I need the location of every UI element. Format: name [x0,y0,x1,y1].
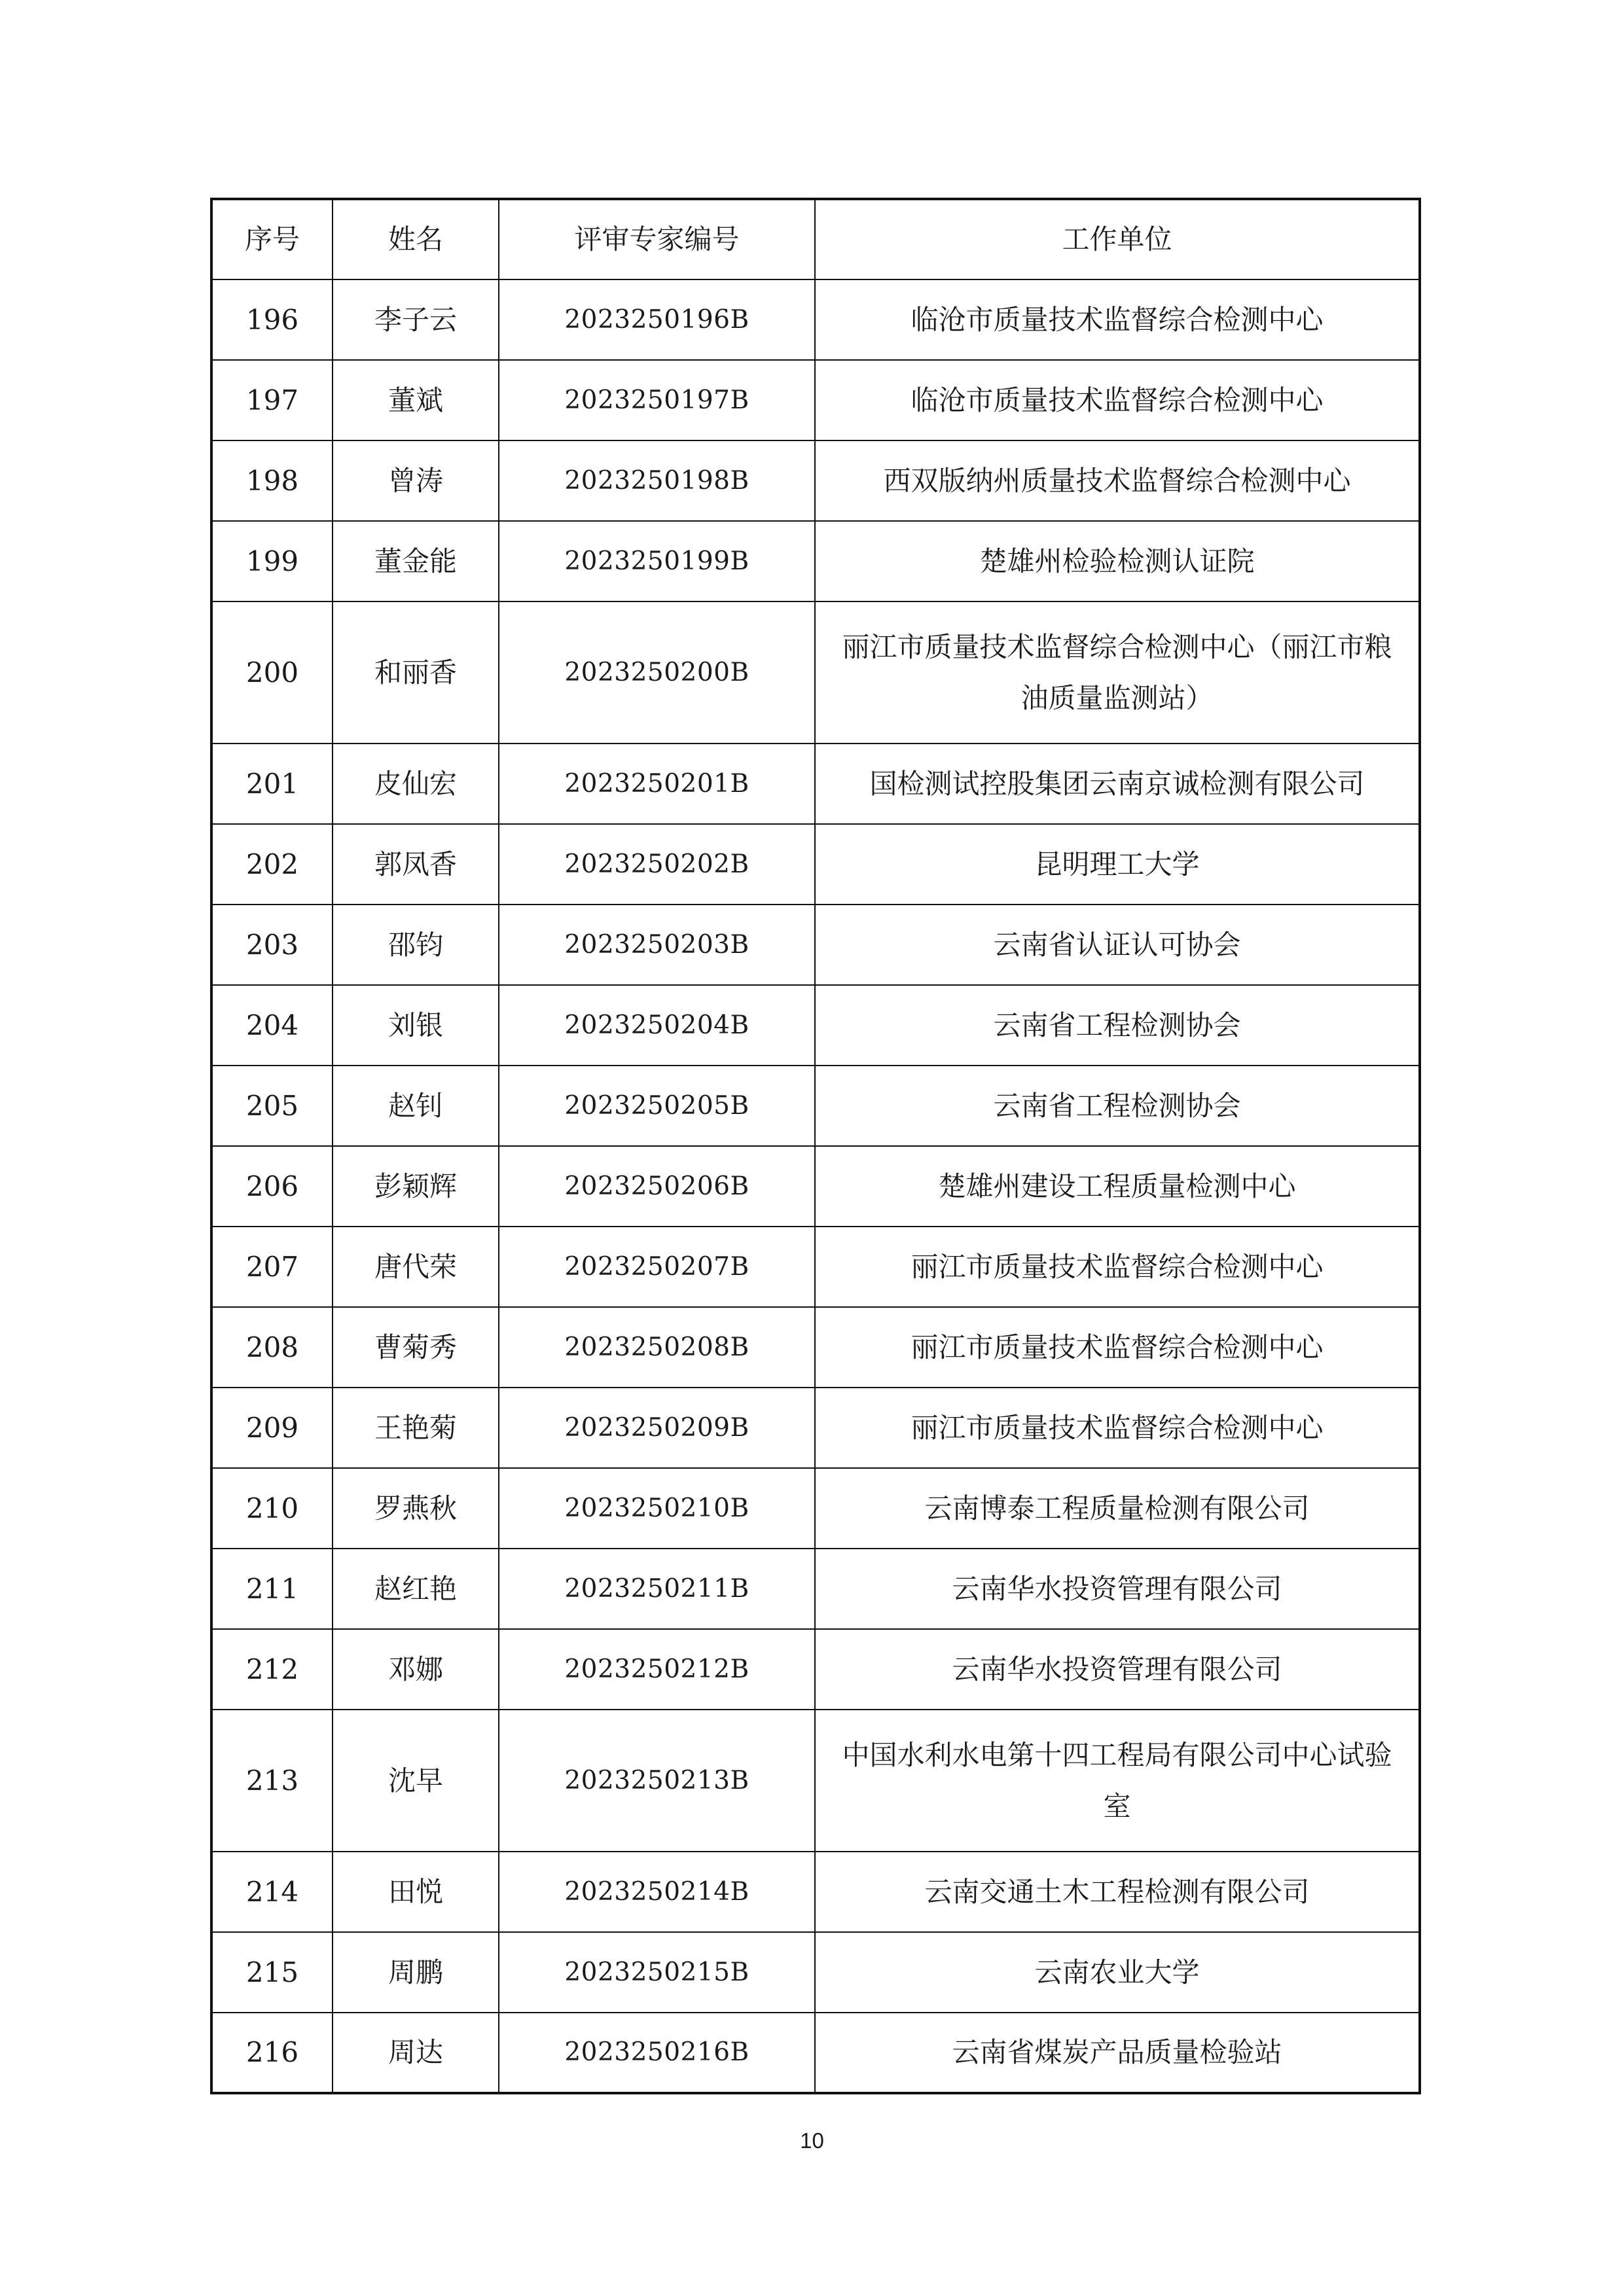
table-row [211,521,1420,601]
cell-unit: 西双版纳州质量技术监督综合检测中心 [815,440,1420,521]
cell-seq: 211 [211,1549,333,1629]
cell-seq: 207 [211,1227,333,1307]
cell-code: 2023250202B [499,824,815,905]
cell-seq: 215 [211,1932,333,2013]
table-row [211,1549,1420,1629]
cell-code: 2023250205B [499,1066,815,1146]
cell-seq: 204 [211,985,333,1066]
cell-unit: 楚雄州检验检测认证院 [815,521,1420,601]
cell-code: 2023250210B [499,1468,815,1549]
cell-code: 2023250204B [499,985,815,1066]
cell-code: 2023250209B [499,1388,815,1468]
cell-seq: 213 [211,1710,333,1852]
cell-code: 2023250214B [499,1852,815,1932]
cell-code: 2023250196B [499,279,815,360]
cell-unit: 临沧市质量技术监督综合检测中心 [815,360,1420,440]
cell-name: 董金能 [333,521,499,601]
cell-seq: 205 [211,1066,333,1146]
cell-code: 2023250208B [499,1307,815,1388]
table-row [211,1388,1420,1468]
cell-seq: 200 [211,601,333,744]
cell-unit: 云南省煤炭产品质量检验站 [815,2013,1420,2093]
table-row [211,1307,1420,1388]
page-number: 10 [800,2128,824,2153]
table-row [211,1710,1420,1852]
table-row [211,1852,1420,1932]
cell-seq: 206 [211,1146,333,1227]
cell-unit: 丽江市质量技术监督综合检测中心 [815,1227,1420,1307]
cell-code: 2023250215B [499,1932,815,2013]
header-code: 评审专家编号 [499,199,815,279]
cell-unit: 昆明理工大学 [815,824,1420,905]
table-body [211,279,1420,2093]
table-row [211,440,1420,521]
cell-name: 罗燕秋 [333,1468,499,1549]
cell-unit: 云南交通土木工程检测有限公司 [815,1852,1420,1932]
table-row [211,1066,1420,1146]
table-row [211,1227,1420,1307]
cell-name: 曹菊秀 [333,1307,499,1388]
table-row [211,2013,1420,2093]
cell-name: 邓娜 [333,1629,499,1710]
cell-seq: 197 [211,360,333,440]
cell-unit: 云南省认证认可协会 [815,905,1420,985]
cell-name: 赵钊 [333,1066,499,1146]
cell-seq: 202 [211,824,333,905]
table-row [211,360,1420,440]
cell-code: 2023250212B [499,1629,815,1710]
cell-unit: 楚雄州建设工程质量检测中心 [815,1146,1420,1227]
table-row [211,1629,1420,1710]
cell-name: 王艳菊 [333,1388,499,1468]
cell-unit: 云南华水投资管理有限公司 [815,1549,1420,1629]
expert-table [210,198,1421,2094]
cell-name: 周鹏 [333,1932,499,2013]
cell-name: 周达 [333,2013,499,2093]
cell-code: 2023250203B [499,905,815,985]
cell-code: 2023250198B [499,440,815,521]
cell-unit: 丽江市质量技术监督综合检测中心 [815,1388,1420,1468]
cell-seq: 208 [211,1307,333,1388]
table-row [211,1932,1420,2013]
cell-name: 邵钧 [333,905,499,985]
cell-code: 2023250211B [499,1549,815,1629]
table-row [211,1146,1420,1227]
cell-seq: 210 [211,1468,333,1549]
header-name: 姓名 [333,199,499,279]
table-row [211,744,1420,824]
table-row [211,279,1420,360]
cell-unit: 云南省工程检测协会 [815,985,1420,1066]
cell-name: 皮仙宏 [333,744,499,824]
cell-name: 唐代荣 [333,1227,499,1307]
cell-unit: 国检测试控股集团云南京诚检测有限公司 [815,744,1420,824]
cell-name: 彭颖辉 [333,1146,499,1227]
cell-name: 李子云 [333,279,499,360]
table-row [211,985,1420,1066]
cell-code: 2023250207B [499,1227,815,1307]
cell-seq: 203 [211,905,333,985]
cell-unit: 丽江市质量技术监督综合检测中心（丽江市粮油质量监测站） [815,601,1420,744]
header-seq: 序号 [211,199,333,279]
cell-name: 沈早 [333,1710,499,1852]
cell-code: 2023250199B [499,521,815,601]
cell-unit: 云南农业大学 [815,1932,1420,2013]
cell-code: 2023250216B [499,2013,815,2093]
table-row [211,824,1420,905]
cell-name: 董斌 [333,360,499,440]
cell-unit: 云南华水投资管理有限公司 [815,1629,1420,1710]
cell-seq: 216 [211,2013,333,2093]
cell-code: 2023250213B [499,1710,815,1852]
cell-seq: 212 [211,1629,333,1710]
table-row [211,601,1420,744]
cell-seq: 196 [211,279,333,360]
cell-code: 2023250206B [499,1146,815,1227]
cell-seq: 214 [211,1852,333,1932]
cell-unit: 中国水利水电第十四工程局有限公司中心试验室 [815,1710,1420,1852]
cell-unit: 临沧市质量技术监督综合检测中心 [815,279,1420,360]
cell-code: 2023250197B [499,360,815,440]
cell-seq: 209 [211,1388,333,1468]
cell-name: 曾涛 [333,440,499,521]
cell-name: 和丽香 [333,601,499,744]
cell-unit: 丽江市质量技术监督综合检测中心 [815,1307,1420,1388]
table-row [211,1468,1420,1549]
cell-code: 2023250201B [499,744,815,824]
cell-unit: 云南省工程检测协会 [815,1066,1420,1146]
cell-name: 刘银 [333,985,499,1066]
cell-name: 郭凤香 [333,824,499,905]
header-unit: 工作单位 [815,199,1420,279]
cell-code: 2023250200B [499,601,815,744]
cell-unit: 云南博泰工程质量检测有限公司 [815,1468,1420,1549]
cell-seq: 198 [211,440,333,521]
table-header-row [211,199,1420,279]
cell-seq: 201 [211,744,333,824]
cell-seq: 199 [211,521,333,601]
cell-name: 赵红艳 [333,1549,499,1629]
table-row [211,905,1420,985]
cell-name: 田悦 [333,1852,499,1932]
